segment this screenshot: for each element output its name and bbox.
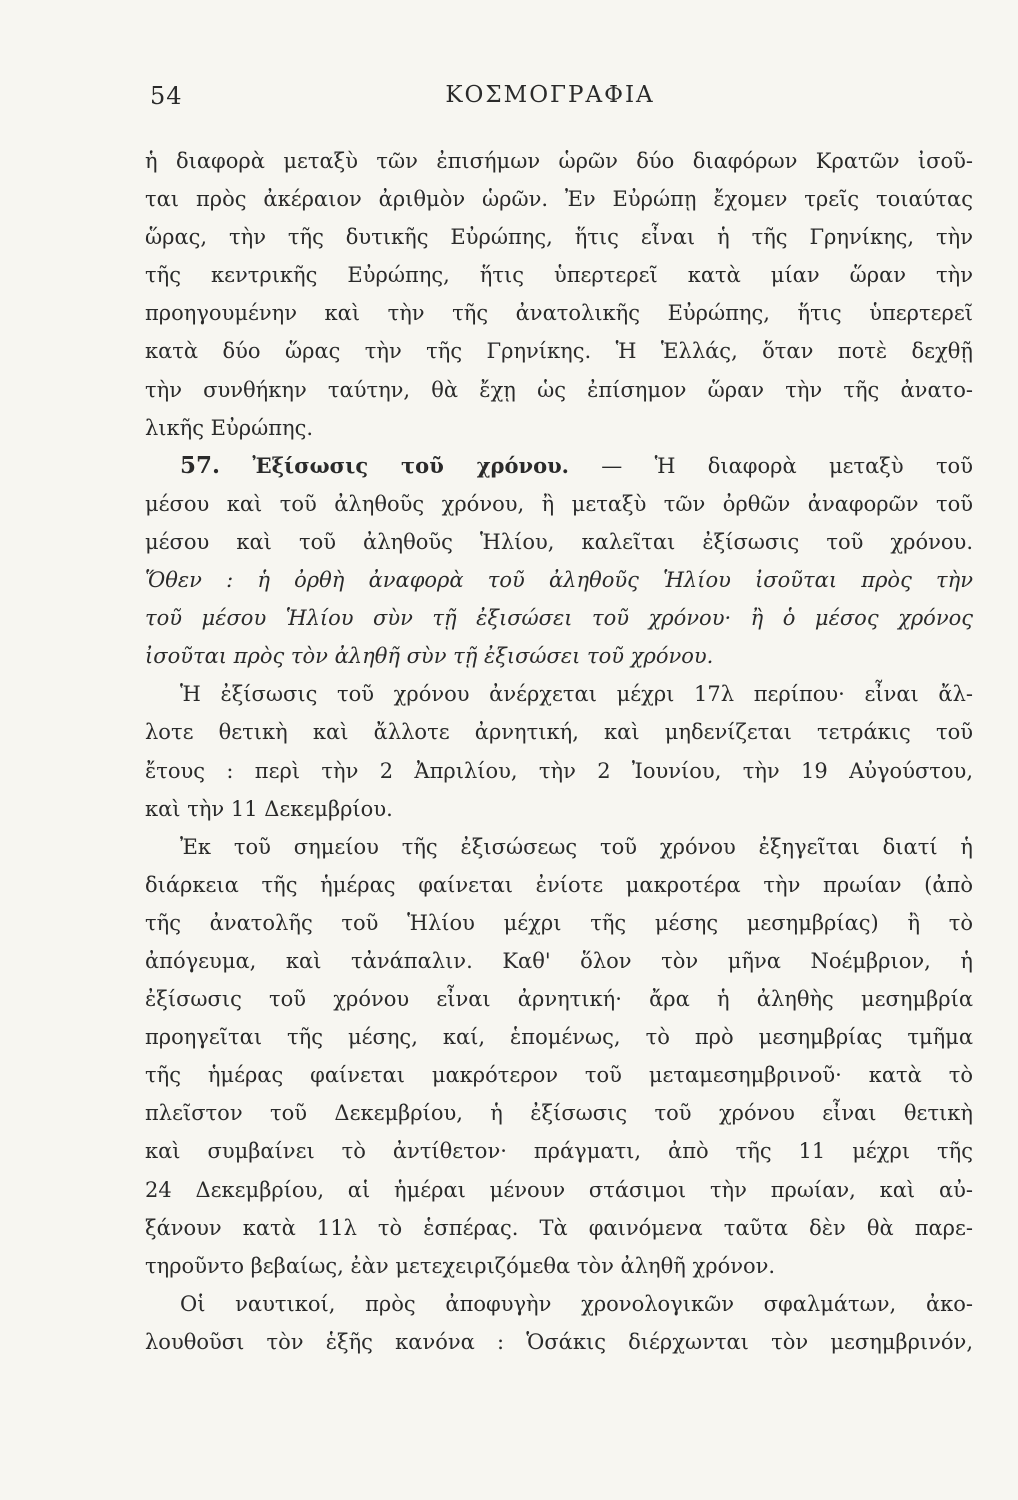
- text-line: μέσου καὶ τοῦ ἀληθοῦς χρόνου, ἢ μεταξὺ τῶν ὀρθῶν ἀναφορῶν τοῦ: [145, 491, 973, 516]
- text-line: μέσου καὶ τοῦ ἀληθοῦς Ἡλίου, καλεῖται ἐξίσωσις τοῦ χρόνου.: [145, 529, 973, 554]
- text-line: καὶ συμβαίνει τὸ ἀντίθετον· πράγματι, ἀπὸ τῆς 11 μέχρι τῆς: [145, 1139, 973, 1164]
- text-line: προηγουμένην καὶ τὴν τῆς ἀνατολικῆς Εὐρώπης, ἥτις ὑπερτερεῖ: [145, 301, 973, 326]
- text-line: Ἐκ τοῦ σημείου τῆς ἐξισώσεως τοῦ χρόνου ἐξηγεῖται διατί ἡ: [180, 834, 973, 859]
- text-line: πλεῖστον τοῦ Δεκεμβρίου, ἡ ἐξίσωσις τοῦ χρόνου εἶναι θετικὴ: [145, 1101, 973, 1126]
- text-line: Ὅθεν : ἡ ὀρθὴ ἀναφορὰ τοῦ ἀληθοῦς Ἡλίου ἰσοῦται πρὸς τὴν: [145, 568, 973, 593]
- text-line: ἡ διαφορὰ μεταξὺ τῶν ἐπισήμων ὡρῶν δύο διαφόρων Κρατῶν ἰσοῦ-: [145, 149, 973, 173]
- text-line: Ἡ ἐξίσωσις τοῦ χρόνου ἀνέρχεται μέχρι 17λ περίπου· εἶναι ἄλ-: [180, 682, 973, 707]
- text-line: τῆς ἀνατολῆς τοῦ Ἡλίου μέχρι τῆς μέσης μεσημβρίας) ἢ τὸ: [145, 910, 973, 935]
- text-line: Οἱ ναυτικοί, πρὸς ἀποφυγὴν χρονολογικῶν σφαλμάτων, ἀκο-: [180, 1291, 973, 1316]
- section-title: Ἐξίσωσις τοῦ χρόνου.: [252, 452, 569, 478]
- section-heading-line: [145, 447, 973, 485]
- text-line: ἔτους : περὶ τὴν 2 Ἀπριλίου, τὴν 2 Ἰουνίου, τὴν 19 Αὐγούστου,: [145, 758, 973, 783]
- page-header: [150, 82, 950, 122]
- text-line: ὥρας, τὴν τῆς δυτικῆς Εὐρώπης, ἥτις εἶναι ἡ τῆς Γρηνίκης, τὴν: [145, 225, 973, 250]
- text-line: ἰσοῦται πρὸς τὸν ἀληθῆ σὺν τῇ ἐξισώσει τοῦ χρόνου.: [145, 644, 714, 669]
- text-line: προηγεῖται τῆς μέσης, καί, ἑπομένως, τὸ πρὸ μεσημβρίας τμῆμα: [145, 1025, 973, 1050]
- text-line: τὴν συνθήκην ταύτην, θὰ ἔχῃ ὡς ἐπίσημον ὥραν τὴν τῆς ἀνατο-: [145, 377, 973, 402]
- text-line: τηροῦντο βεβαίως, ἐὰν μετεχειριζόμεθα τὸν ἀληθῆ χρόνον.: [145, 1253, 776, 1278]
- text-line: τῆς κεντρικῆς Εὐρώπης, ἥτις ὑπερτερεῖ κατὰ μίαν ὥραν τὴν: [145, 263, 973, 288]
- text-line: λικῆς Εὐρώπης.: [145, 415, 314, 440]
- text-line: τῆς ἡμέρας φαίνεται μακρότερον τοῦ μεταμεσημβρινοῦ· κατὰ τὸ: [145, 1063, 973, 1088]
- text-line: κατὰ δύο ὥρας τὴν τῆς Γρηνίκης. Ἡ Ἑλλάς, ὅταν ποτὲ δεχθῇ: [145, 339, 973, 364]
- running-title: ΚΟΣΜΟΓΡΑΦΙΑ: [445, 82, 655, 108]
- text-line: ται πρὸς ἀκέραιον ἀριθμὸν ὡρῶν. Ἐν Εὐρώπῃ ἔχομεν τρεῖς τοιαύτας: [145, 187, 973, 212]
- text-line: λουθοῦσι τὸν ἑξῆς κανόνα : Ὁσάκις διέρχωνται τὸν μεσημβρινόν,: [145, 1329, 973, 1354]
- text-line: καὶ τὴν 11 Δεκεμβρίου.: [145, 796, 393, 821]
- section-number: 57.: [180, 451, 221, 479]
- text-line: ξάνουν κατὰ 11λ τὸ ἑσπέρας. Τὰ φαινόμενα ταῦτα δὲν θὰ παρε-: [145, 1215, 973, 1240]
- body-text: [145, 142, 973, 1361]
- page-number: 54: [150, 82, 183, 110]
- text-line: τοῦ μέσου Ἡλίου σὺν τῇ ἐξισώσει τοῦ χρόνου· ἢ ὁ μέσος χρόνος: [145, 606, 973, 631]
- section-first-line-text: — Ἡ διαφορὰ μεταξὺ τοῦ: [601, 453, 973, 478]
- text-line: λοτε θετικὴ καὶ ἄλλοτε ἀρνητική, καὶ μηδενίζεται τετράκις τοῦ: [145, 720, 973, 745]
- text-line: ἀπόγευμα, καὶ τἀνάπαλιν. Καθ' ὅλον τὸν μῆνα Νοέμβριον, ἡ: [145, 948, 973, 973]
- text-line: διάρκεια τῆς ἡμέρας φαίνεται ἐνίοτε μακροτέρα τὴν πρωίαν (ἀπὸ: [145, 872, 973, 897]
- text-line: ἐξίσωσις τοῦ χρόνου εἶναι ἀρνητική· ἄρα ἡ ἀληθὴς μεσημβρία: [145, 987, 973, 1012]
- text-line: 24 Δεκεμβρίου, αἱ ἡμέραι μένουν στάσιμοι τὴν πρωίαν, καὶ αὐ-: [145, 1177, 973, 1202]
